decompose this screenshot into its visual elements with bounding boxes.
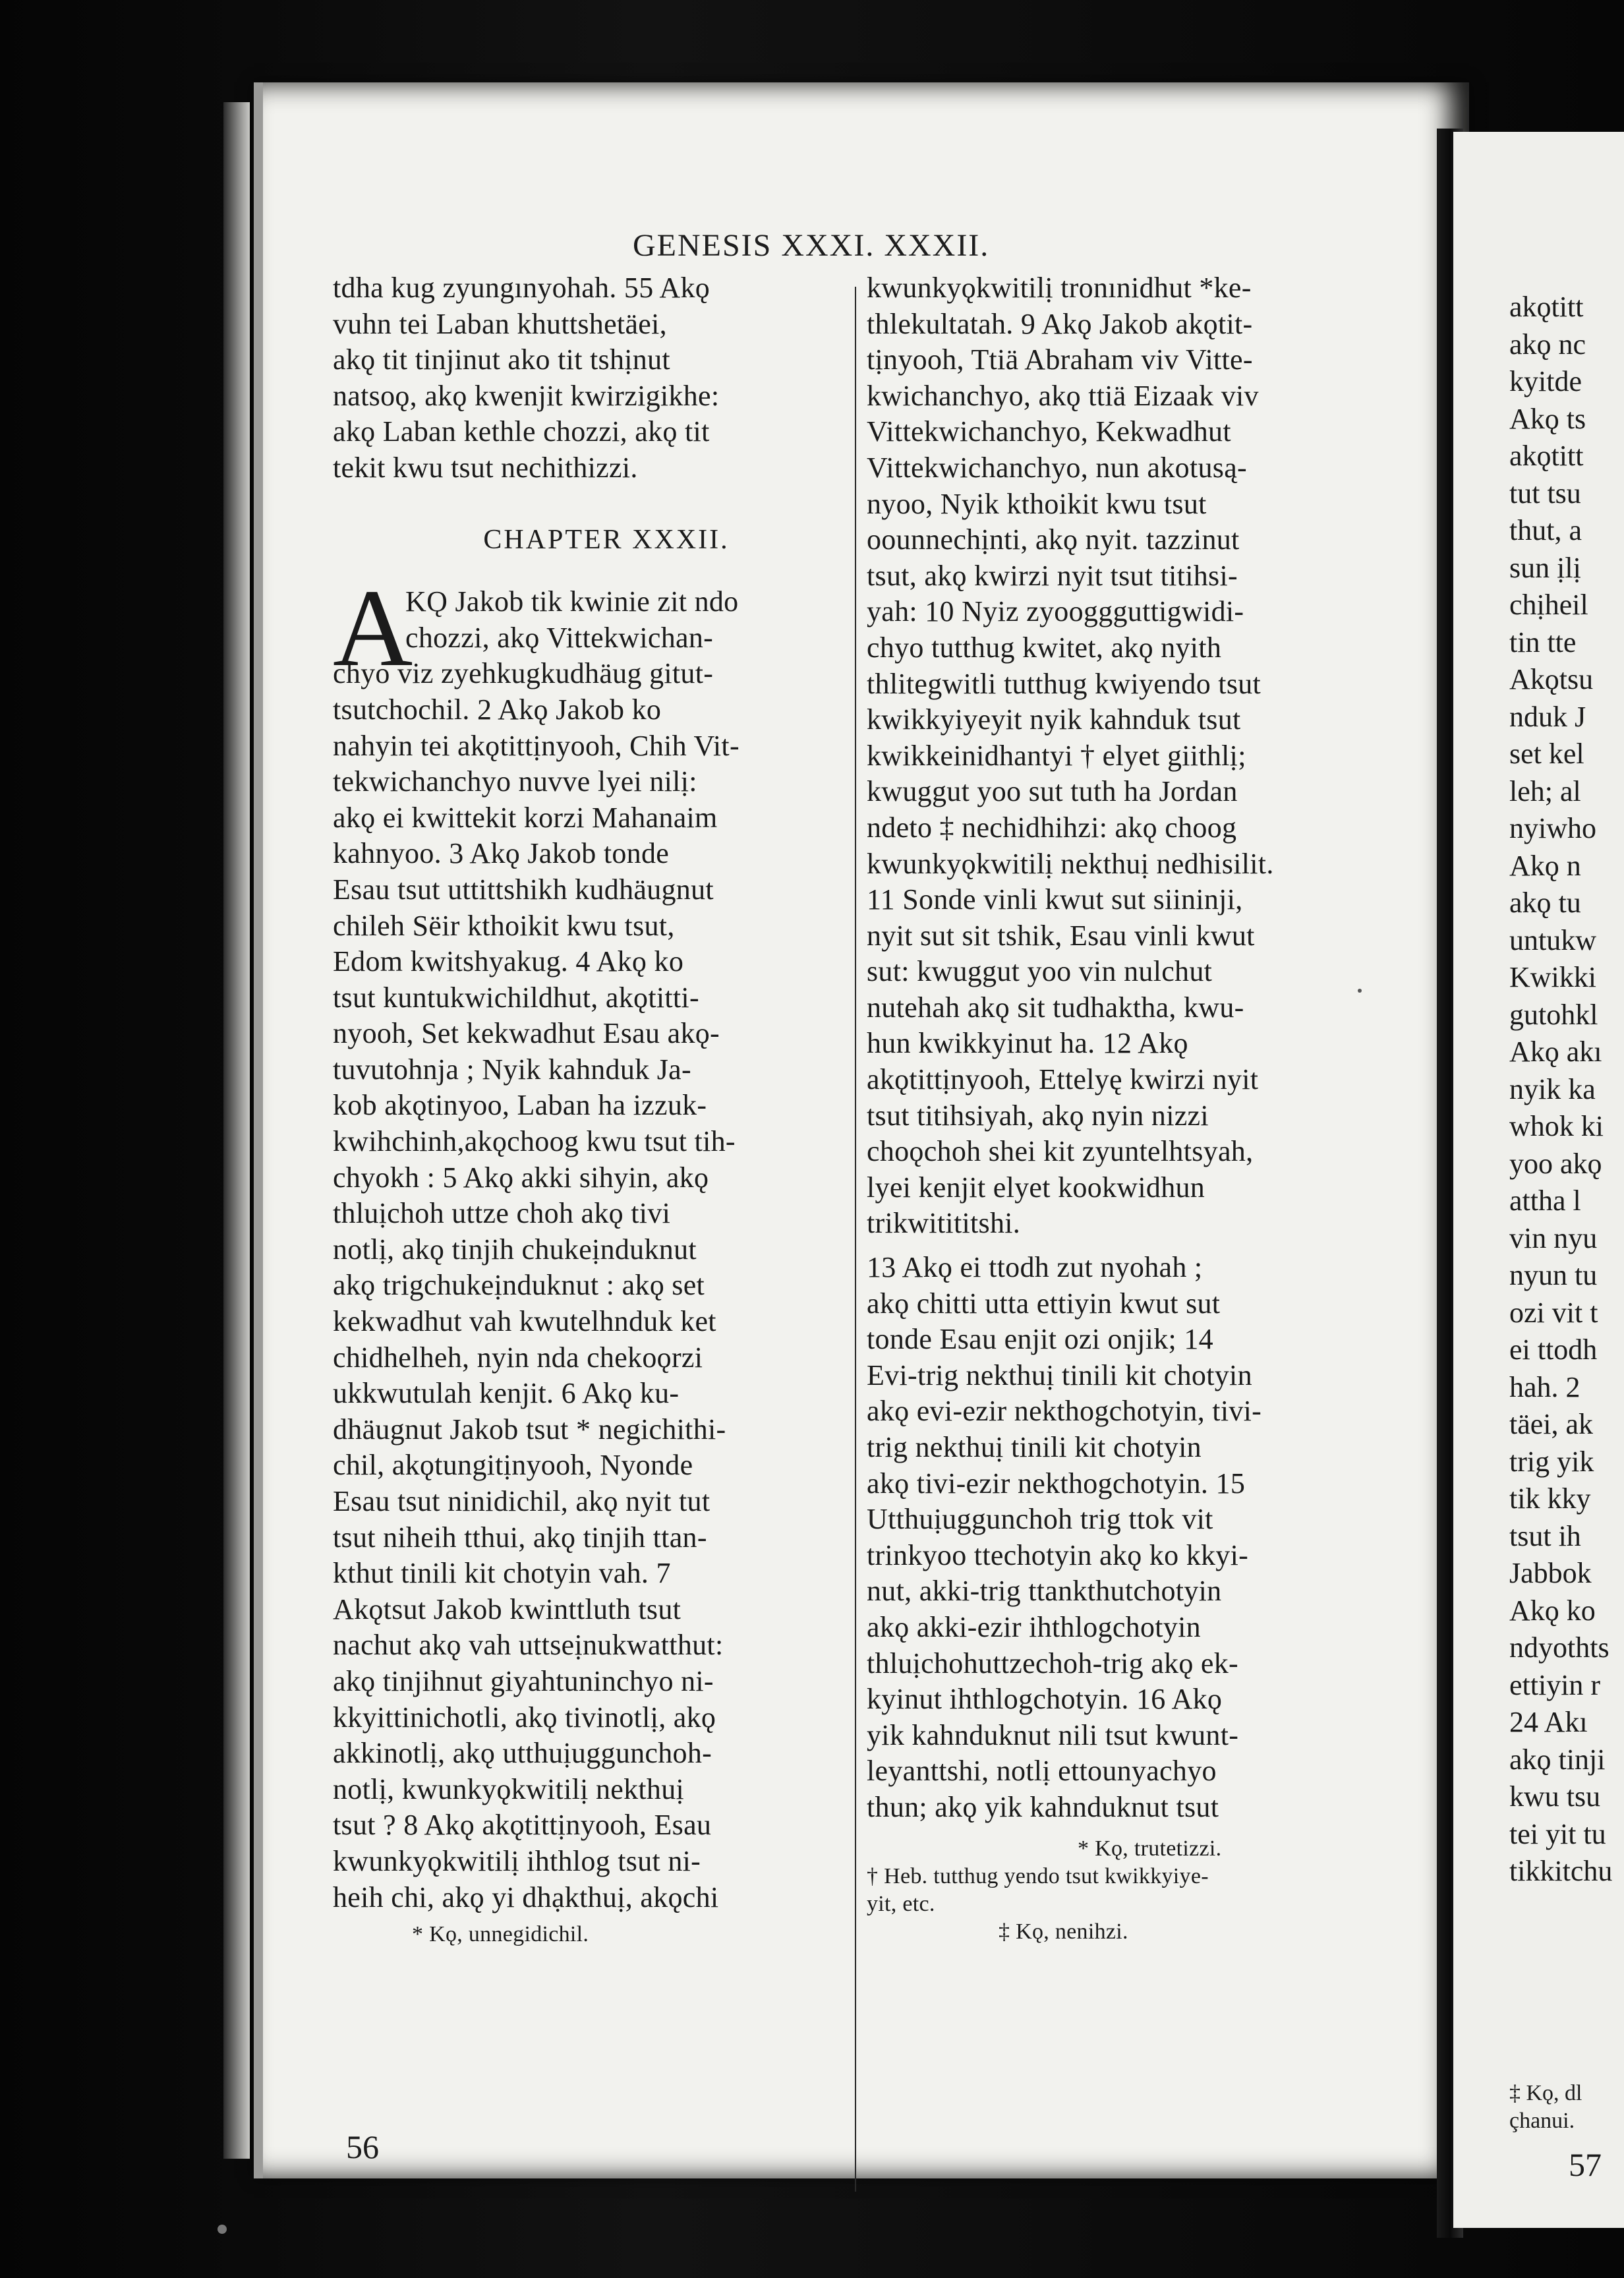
text-line: nduk J	[1509, 700, 1586, 733]
text-line: sut: kwuggut yoo vin nulchut	[867, 955, 1213, 988]
text-line: nyooh, Set kekwadhut Esau akǫ-	[333, 1017, 720, 1050]
running-head: GENESIS XXXI. XXXII.	[633, 228, 990, 263]
text-line: tịnyooh, Ttiä Abraham viv Vitte-	[867, 343, 1253, 376]
text-line: akǫ ei kwittekit korzi Mahanaim	[333, 801, 718, 834]
text-line: 11 Sonde vinli kwut sut siininji,	[867, 883, 1243, 916]
text-line: 24 Akı	[1509, 1706, 1588, 1738]
text-line: tsutchochil. 2 Akǫ Jakob ko	[333, 693, 662, 726]
text-line: akǫtitt	[1509, 291, 1584, 323]
text-line: kkyittinichotli, akǫ tivinotlị, akǫ	[333, 1701, 716, 1734]
text-line: akǫ trigchukeịnduknut : akǫ set	[333, 1269, 705, 1302]
text-line: Jabbok	[1509, 1557, 1592, 1589]
footnote-line: ‡ Kǫ, nenihzi.	[999, 1919, 1128, 1944]
text-line: kwu tsu	[1509, 1780, 1601, 1813]
text-line: chidhelheh, nyin nda chekoǫrzi	[333, 1341, 703, 1374]
text-line: akǫ tivi-ezir nekthogchotyin. 15	[867, 1467, 1246, 1500]
text-line: trinkyoo ttechotyin akǫ ko kkyi-	[867, 1538, 1249, 1571]
text-line: Akǫ ts	[1509, 402, 1586, 435]
text-line: leh; al	[1509, 774, 1581, 807]
text-line: kob akǫtinyoo, Laban ha izzuk-	[333, 1089, 707, 1122]
text-line: whok ki	[1509, 1110, 1604, 1142]
text-line: kthut tinili kit chotyin vah. 7	[333, 1557, 671, 1590]
text-line: tut tsu	[1509, 477, 1581, 510]
text-line: akkinotlị, akǫ utthuịuggunchoh-	[333, 1737, 712, 1770]
text-line: Evi-trig nekthuị tinili kit chotyin	[867, 1358, 1252, 1391]
text-line: Akǫ ko	[1509, 1594, 1596, 1627]
text-line: kwichanchyo, akǫ ttiä Eizaak viv	[867, 379, 1259, 412]
text-line: chil, akǫtungitịnyooh, Nyonde	[333, 1449, 693, 1482]
text-line: yik kahnduknut nili tsut kwunt-	[867, 1718, 1239, 1751]
middle-column-text-b	[867, 1250, 1381, 1826]
chapter-text	[333, 584, 854, 1915]
text-line: tikkitchu	[1509, 1855, 1613, 1887]
text-line: sun ịlị	[1509, 551, 1581, 584]
text-line: dhäugnut Jakob tsut * negichithi-	[333, 1413, 726, 1446]
text-line: tsut ? 8 Akǫ akǫtittịnyooh, Esau	[333, 1809, 712, 1842]
right-footnote-line-2: çhanui.	[1509, 2109, 1575, 2133]
text-line: Akǫtsu	[1509, 663, 1594, 695]
footnote-line: * Kǫ, trutetizzi.	[1078, 1836, 1222, 1861]
text-line: tsut ih	[1509, 1519, 1581, 1552]
text-line: lyei kenjit elyet kookwidhun	[867, 1171, 1205, 1204]
text-line: chyo viz zyehkugkudhäug gitut-	[333, 657, 714, 690]
text-line: akǫ akki-ezir ihthlogchotyin	[867, 1610, 1201, 1643]
text-line: tekit kwu tsut nechithizzi.	[333, 451, 638, 484]
text-line: yah: 10 Nyiz zyooggguttigwidi-	[867, 595, 1244, 628]
text-line: Akǫ akı	[1509, 1036, 1602, 1068]
text-line: hun kwikkyinut ha. 12 Akǫ	[867, 1027, 1188, 1060]
text-line: untukw	[1509, 923, 1596, 956]
text-line: 13 Akǫ ei ttodh zut nyohah ;	[867, 1251, 1203, 1284]
text-line: thun; akǫ yik kahnduknut tsut	[867, 1790, 1219, 1823]
text-line: yoo akǫ	[1509, 1147, 1602, 1180]
middle-column	[867, 270, 1381, 1946]
text-line: nut, akki-trig ttankthutchotyin	[867, 1575, 1222, 1608]
text-line: ei ttodh	[1509, 1333, 1598, 1366]
text-line: Esau tsut uttittshikh kudhäugnut	[333, 873, 714, 906]
text-line: tik kky	[1509, 1482, 1591, 1515]
text-line: kwuggut yoo sut tuth ha Jordan	[867, 775, 1238, 808]
text-line: kwunkyǫkwitilị tronınidhut *ke-	[867, 272, 1252, 304]
text-line: kwikkeinidhantyi † elyet giithlị;	[867, 739, 1246, 772]
text-line: chozzi, akǫ Vittekwichan-	[405, 621, 714, 654]
text-line: Edom kwitshyakug. 4 Akǫ ko	[333, 945, 684, 978]
text-line: chyokh : 5 Akǫ akki sihyin, akǫ	[333, 1161, 709, 1194]
text-line: thluịchohuttzechoh-trig akǫ ek-	[867, 1647, 1239, 1679]
text-line: Vittekwichanchyo, nun akotusą-	[867, 451, 1247, 484]
middle-column-text-a	[867, 270, 1381, 1242]
text-line: akǫ tinjihnut giyahtuninchyo ni-	[333, 1664, 714, 1697]
text-line: akǫtittịnyooh, Ettelyę kwirzi nyit	[867, 1063, 1259, 1096]
text-line: trig nekthuị tinili kit chotyin	[867, 1431, 1202, 1463]
text-line: trikwitititshi.	[867, 1207, 1021, 1240]
left-column-top-text	[333, 270, 854, 486]
text-line: tsut kuntukwichildhut, akǫtitti-	[333, 981, 699, 1014]
text-line: täei, ak	[1509, 1408, 1594, 1440]
text-line: vuhn tei Laban khuttshetäei,	[333, 307, 667, 340]
text-line: kahnyoo. 3 Akǫ Jakob tonde	[333, 837, 670, 870]
text-line: kyitde	[1509, 365, 1582, 397]
text-line: chyo tutthug kwitet, akǫ nyith	[867, 631, 1222, 664]
text-line: nachut akǫ vah uttseịnukwatthut:	[333, 1629, 724, 1662]
dust-speck	[1358, 989, 1362, 993]
text-line: nutehah akǫ sit tudhaktha, kwu-	[867, 991, 1244, 1024]
text-line: akǫ chitti utta ettiyin kwut sut	[867, 1287, 1221, 1320]
text-line: ozi vit t	[1509, 1296, 1598, 1329]
text-line: akǫ Laban kethle chozzi, akǫ tit	[333, 415, 710, 448]
text-line: kwikkyiyeyit nyik kahnduk tsut	[867, 703, 1241, 736]
text-line: tsut niheih tthui, akǫ tinjih ttan-	[333, 1521, 707, 1554]
text-line: thut, a	[1509, 514, 1582, 546]
middle-footnotes	[867, 1835, 1381, 1946]
page-number-right: 57	[1569, 2146, 1602, 2183]
text-line: thlitegwitli tutthug kwiyendo tsut	[867, 667, 1262, 700]
page-number-left: 56	[346, 2128, 379, 2165]
text-line: akǫ evi-ezir nekthogchotyin, tivi-	[867, 1395, 1262, 1428]
text-line: oounnechịnti, akǫ nyit. tazzinut	[867, 523, 1240, 556]
text-line: ndeto ‡ nechidhihzi: akǫ choog	[867, 811, 1237, 844]
text-line: Esau tsut ninidichil, akǫ nyit tut	[333, 1485, 710, 1517]
text-line: nyiwho	[1509, 812, 1596, 844]
text-line: kekwadhut vah kwutelhnduk ket	[333, 1305, 716, 1338]
text-line: notlị, kwunkyǫkwitilị nekthuị	[333, 1772, 685, 1805]
text-line: akǫ tit tinjinut ako tit tshịnut	[333, 343, 670, 376]
text-line: trig yik	[1509, 1445, 1594, 1478]
text-line: set kel	[1509, 738, 1584, 770]
text-line: akǫ tu	[1509, 887, 1581, 919]
text-line: ndyothts	[1509, 1631, 1610, 1664]
dust-speck	[218, 2225, 227, 2234]
text-line: notlị, akǫ tinjih chukeịnduknut	[333, 1233, 697, 1266]
text-line: thlekultatah. 9 Akǫ Jakob akǫtit-	[867, 307, 1253, 340]
text-line: nyun tu	[1509, 1259, 1598, 1291]
text-line: Akǫ n	[1509, 849, 1581, 882]
footnote-line: † Heb. tutthug yendo tsut kwikkyiye-	[867, 1863, 1209, 1888]
text-line: hah. 2	[1509, 1370, 1580, 1403]
text-line: tei yit tu	[1509, 1817, 1606, 1850]
text-line: gutohkl	[1509, 998, 1598, 1031]
text-line: kwihchinh,akǫchoog kwu tsut tih-	[333, 1125, 736, 1158]
text-line: nyit sut sit tshik, Esau vinli kwut	[867, 919, 1255, 952]
left-column	[333, 270, 854, 1948]
right-page-text	[1509, 289, 1624, 1890]
text-line: Kwikki	[1509, 961, 1596, 993]
text-line: akǫ nc	[1509, 328, 1586, 361]
right-footnote-line-1: ‡ Kǫ, dl	[1509, 2081, 1582, 2105]
text-line: tekwichanchyo nuvve lyei nilị:	[333, 765, 697, 798]
text-line: ettiyin r	[1509, 1668, 1601, 1701]
text-line: kwunkyǫkwitilị nekthuị nedhisilit.	[867, 847, 1274, 880]
text-line: Vittekwichanchyo, Kekwadhut	[867, 415, 1231, 448]
text-line: natsoǫ, akǫ kwenjit kwirzigikhe:	[333, 379, 720, 412]
text-line: akǫtitt	[1509, 440, 1584, 472]
text-line: KǪ Jakob tik kwinie zit ndo	[405, 585, 739, 618]
text-line: heih chi, akǫ yi dhạkthuị, akǫchi	[333, 1881, 719, 1913]
text-line: akǫ tinji	[1509, 1743, 1606, 1776]
text-line: kwunkyǫkwitilị ihthlog tsut ni-	[333, 1844, 701, 1877]
text-line: choǫchoh shei kit zyuntelhtsyah,	[867, 1135, 1254, 1168]
text-line: Akǫtsut Jakob kwinttluth tsut	[333, 1592, 682, 1625]
text-line: nyoo, Nyik kthoikit kwu tsut	[867, 487, 1207, 520]
right-footnote	[1509, 2080, 1582, 2135]
text-line: tin tte	[1509, 626, 1577, 658]
text-line: vin nyu	[1509, 1221, 1598, 1254]
text-line: tsut titihsiyah, akǫ nyin nizzi	[867, 1099, 1209, 1132]
left-footnote: * Kǫ, unnegidichil.	[412, 1922, 589, 1947]
text-line: leyanttshi, notlị ettounyachyo	[867, 1755, 1217, 1788]
chapter-title: CHAPTER XXXII.	[483, 524, 730, 555]
text-line: tuvutohnja ; Nyik kahnduk Ja-	[333, 1053, 691, 1086]
text-line: nahyin tei akǫtittịnyooh, Chih Vit-	[333, 729, 740, 762]
text-line: kyinut ihthlogchotyin. 16 Akǫ	[867, 1683, 1223, 1716]
text-line: tsut, akǫ kwirzi nyit tsut titihsi-	[867, 559, 1238, 592]
text-line: ukkwutulah kenjit. 6 Akǫ ku-	[333, 1377, 680, 1410]
column-rule	[855, 287, 856, 2192]
text-line: nyik ka	[1509, 1072, 1596, 1105]
drop-cap: A	[333, 567, 413, 690]
text-line: chịheil	[1509, 589, 1588, 621]
text-line: tdha kug zyungınyohah. 55 Akǫ	[333, 272, 710, 304]
text-line: tonde Esau enjit ozi onjik; 14	[867, 1323, 1213, 1356]
text-line: attha l	[1509, 1184, 1581, 1217]
footnote-line: yit, etc.	[867, 1891, 935, 1916]
text-line: thluịchoh uttze choh akǫ tivi	[333, 1197, 671, 1230]
text-line: chileh Sëir kthoikit kwu tsut,	[333, 909, 675, 942]
text-line: Utthuịuggunchoh trig ttok vit	[867, 1503, 1213, 1536]
